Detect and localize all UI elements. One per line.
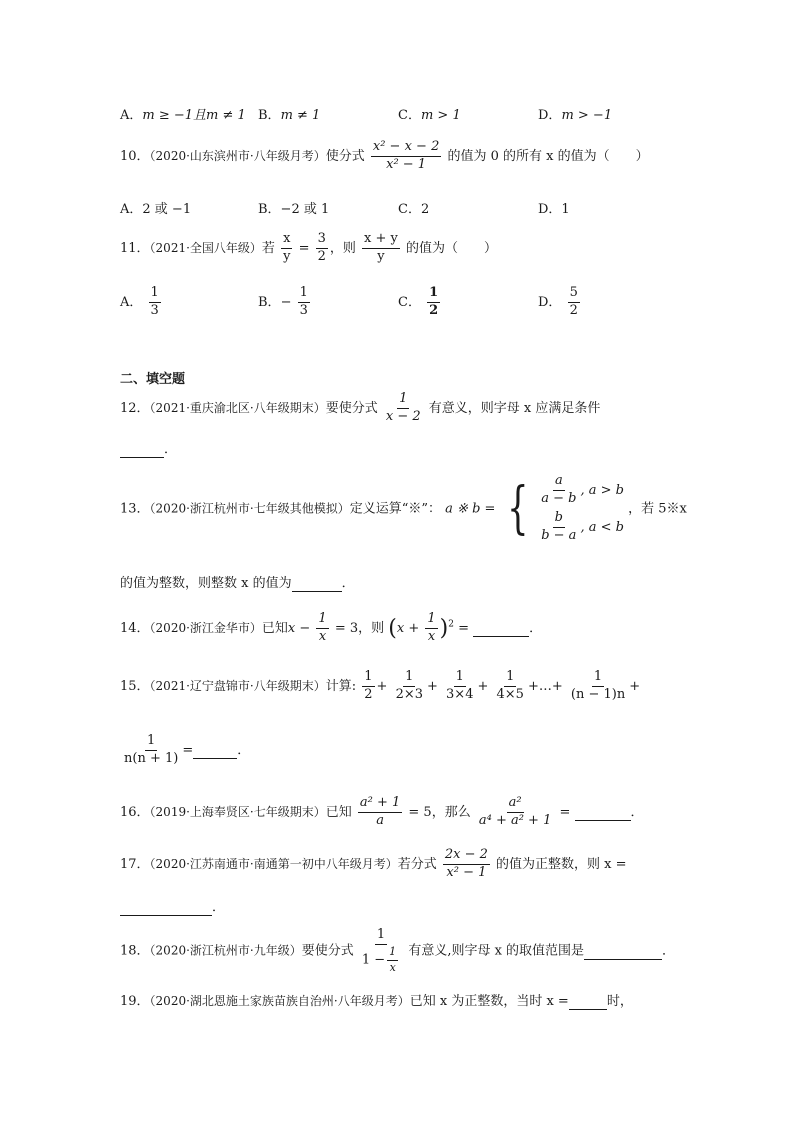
q10-option-d[interactable]: D．1 <box>538 202 570 217</box>
case-2 <box>537 511 624 544</box>
fraction <box>495 670 526 703</box>
question-12-answer-line <box>120 438 684 458</box>
question-source: （2020·山东滨州市·八年级月考） <box>149 148 326 163</box>
option-label: D． <box>538 108 562 123</box>
question-source: （2020·浙江金华市） <box>149 620 262 635</box>
question-text: ． <box>212 900 226 915</box>
question-text: 计算: <box>325 678 357 694</box>
fraction-numerator: a² + 1 <box>358 796 402 813</box>
question-16 <box>120 796 684 829</box>
fraction-numerator: 1 <box>592 670 604 687</box>
question-number: 16． <box>120 804 150 820</box>
q11-option-a[interactable] <box>120 286 163 319</box>
option-text: m ≠ 1 <box>280 108 321 123</box>
fraction-denominator: a <box>376 812 384 828</box>
question-text: = 3，则 <box>334 620 385 636</box>
question-19 <box>120 990 684 1010</box>
answer-blank[interactable] <box>292 576 342 592</box>
fraction <box>371 140 441 173</box>
option-text: m ≥ −1且m ≠ 1 <box>142 108 246 123</box>
fraction-numerator: 1 <box>397 392 409 409</box>
piecewise-definition <box>500 474 624 544</box>
fraction <box>568 286 580 319</box>
fraction-denominator: x² − 1 <box>446 864 487 880</box>
option-text: m > 1 <box>420 108 461 123</box>
fraction <box>298 286 310 319</box>
fraction <box>569 670 627 703</box>
question-text: ，若 5※x <box>628 501 687 517</box>
fraction <box>149 286 161 319</box>
question-source: （2020·湖北恩施土家族苗族自治州·八年级月考） <box>149 994 410 1008</box>
question-text: ． <box>237 742 251 758</box>
math-expression: x − <box>287 620 311 636</box>
option-label: B． <box>258 108 281 123</box>
fraction <box>539 474 578 507</box>
math-expression: x + <box>396 620 420 636</box>
answer-blank[interactable] <box>120 442 164 458</box>
question-number: 17． <box>120 856 150 872</box>
question-number: 11． <box>120 240 150 256</box>
fraction-denominator: 2×3 <box>395 686 423 702</box>
q9-option-c[interactable] <box>398 104 461 123</box>
fraction-numerator: a² <box>507 796 524 813</box>
fraction-denominator: n(n + 1) <box>124 750 179 766</box>
question-text: 的值为 0 的所有 x 的值为（ ） <box>447 148 649 164</box>
question-text: 的值为正整数，则 x = <box>496 856 627 872</box>
fraction-denominator: 3 <box>299 302 308 318</box>
fraction-numerator: 1 <box>145 734 157 751</box>
fraction-numerator: 2x − 2 <box>443 848 490 865</box>
fraction-numerator: x <box>281 232 292 249</box>
question-number: 15． <box>120 678 150 694</box>
question-number: 14． <box>120 620 150 636</box>
fraction-denominator: (n − 1)n <box>570 686 626 702</box>
question-13 <box>120 473 687 544</box>
question-text: = 5，那么 <box>408 804 471 820</box>
question-text: 已知 <box>261 620 288 636</box>
question-source: （2021·重庆渝北区·八年级期末） <box>149 400 326 415</box>
question-15-line-2: $\frac{1}{n(n + 1)}$ = ． <box>124 733 251 766</box>
question-source: （2020·浙江杭州市·七年级其他模拟） <box>149 501 350 516</box>
math-expression: 1 − <box>361 952 386 968</box>
question-text: 的值为（ ） <box>406 240 498 256</box>
question-number: 18． <box>120 943 150 959</box>
question-text: 若分式 <box>397 856 437 872</box>
question-13-line-2 <box>120 572 684 592</box>
math-expression: a ※ b = <box>445 501 496 517</box>
question-source: （2019·上海奉贤区·七年级期末） <box>149 804 326 819</box>
answer-blank[interactable] <box>193 743 237 759</box>
question-source: （2021·全国八年级） <box>149 240 262 255</box>
compound-fraction <box>360 928 402 974</box>
fraction <box>316 612 328 645</box>
fraction-denominator: x <box>389 960 396 974</box>
piecewise-cases <box>537 474 624 544</box>
q11-option-c[interactable] <box>398 286 442 319</box>
fraction-denominator: a − b <box>541 490 577 506</box>
q10-option-c[interactable]: C．2 <box>398 202 430 217</box>
fraction <box>358 796 402 829</box>
fraction-numerator: 1 <box>427 286 440 303</box>
equals-sign: = <box>458 620 470 636</box>
fraction-denominator: a⁴ + a² + 1 <box>478 812 552 828</box>
fraction-denominator: b − a <box>541 527 577 543</box>
fraction-numerator: x² − x − 2 <box>371 140 441 157</box>
answer-blank[interactable] <box>584 944 662 960</box>
q11-option-b[interactable] <box>258 286 312 319</box>
exponent: 2 <box>448 619 454 630</box>
question-source: （2021·辽宁盘锦市·八年级期末） <box>149 678 326 693</box>
fraction-numerator: 1 <box>362 670 374 687</box>
fraction <box>425 612 437 645</box>
fraction <box>384 392 423 425</box>
question-17 <box>120 848 684 881</box>
equals-sign: = <box>559 804 571 820</box>
question-text: 定义运算“※”： <box>349 501 442 517</box>
answer-blank[interactable] <box>569 994 607 1010</box>
q9-option-d[interactable] <box>538 104 612 123</box>
question-text: 有意义，则字母 x 应满足条件 <box>428 400 601 416</box>
q10-option-b[interactable]: B．−2 或 1 <box>258 202 330 217</box>
fraction-denominator: y <box>377 248 385 264</box>
fraction-denominator: x − 2 <box>385 408 421 424</box>
fraction-numerator: b <box>553 511 565 528</box>
question-text: 的值为整数，则整数 x 的值为 <box>120 576 292 591</box>
fraction-denominator: 4×5 <box>496 686 524 702</box>
fraction-denominator: x² − 1 <box>386 156 427 172</box>
fraction-numerator: 1 <box>387 946 398 961</box>
equals-sign: = <box>298 240 310 256</box>
case-condition: , a < b <box>580 519 624 535</box>
fraction-numerator: 1 <box>375 928 387 945</box>
fraction-numerator: 1 <box>149 286 161 303</box>
question-10 <box>120 140 684 173</box>
fraction <box>362 670 374 703</box>
fraction-numerator: a <box>553 474 565 491</box>
fraction-denominator: 2 <box>364 686 373 702</box>
question-text: 要使分式 <box>325 400 378 416</box>
question-number: 10． <box>120 148 150 164</box>
fraction-numerator: 1 <box>298 286 310 303</box>
question-text: ． <box>164 442 178 457</box>
fraction <box>444 670 475 703</box>
q9-option-a[interactable] <box>120 104 246 123</box>
question-text: ． <box>529 620 543 636</box>
question-number: 19． <box>120 994 150 1009</box>
minus-sign: − <box>280 294 292 310</box>
question-text: 有意义,则字母 x 的取值范围是 <box>408 943 585 959</box>
question-14 <box>120 612 684 645</box>
question-number: 12． <box>120 400 150 416</box>
fraction-denominator: x <box>427 628 436 644</box>
question-18 <box>120 928 684 974</box>
question-11 <box>120 232 684 265</box>
option-text: m > −1 <box>561 108 613 123</box>
question-text: 使分式 <box>325 148 365 164</box>
q10-option-a[interactable]: A．2 或 −1 <box>120 202 192 217</box>
right-paren-icon: ) <box>439 615 449 641</box>
fraction-numerator: 1 <box>316 612 328 629</box>
section-title: 二、填空题 <box>120 372 186 387</box>
fraction-numerator: 5 <box>568 286 580 303</box>
fraction-numerator: x + y <box>362 232 400 249</box>
question-text: ． <box>662 943 676 959</box>
ellipsis: +…+ <box>527 678 563 694</box>
case-1 <box>537 474 624 507</box>
fraction <box>477 796 554 829</box>
question-number: 13． <box>120 501 150 517</box>
question-15: 15．（2021·辽宁盘锦市·八年级期末）计算: $\frac{1}{2}$ + $\frac{1}{2\times 3}$ + $\frac{1}{3\times 4}$ + $\frac{1}{4\times 5}$ +…+ $\frac{1}{(n - 1)n}$ + <box>120 669 641 702</box>
fraction <box>443 848 490 881</box>
fraction-denominator: 2 <box>317 248 326 264</box>
left-paren-icon: ( <box>388 615 397 641</box>
fraction-denominator: y <box>283 248 291 264</box>
option-label: C． <box>398 294 421 310</box>
question-text: ． <box>630 804 644 820</box>
fraction <box>281 232 292 265</box>
option-label: B． <box>258 294 281 310</box>
fraction <box>539 511 578 544</box>
fraction <box>362 232 400 265</box>
option-label: C． <box>398 108 421 123</box>
option-label: D． <box>538 294 562 310</box>
fraction-numerator: 1 <box>425 612 437 629</box>
fraction-denominator: 2 <box>569 302 578 318</box>
option-label: A． <box>120 294 143 310</box>
fraction-denominator: 3×4 <box>446 686 474 702</box>
question-text: 已知 <box>325 804 352 820</box>
question-source: （2020·浙江杭州市·九年级） <box>149 943 302 958</box>
fraction-denominator <box>360 945 402 974</box>
question-text: 已知 x 为正整数，当时 x = <box>409 994 569 1009</box>
fraction-numerator: 1 <box>403 670 415 687</box>
fraction-denominator: 2 <box>429 302 439 318</box>
answer-blank[interactable] <box>575 805 631 821</box>
q9-option-b[interactable] <box>258 104 320 123</box>
question-17-answer-line <box>120 896 684 916</box>
fraction-denominator: 3 <box>150 302 159 318</box>
q11-option-d[interactable] <box>538 286 582 319</box>
fraction <box>387 946 398 974</box>
fraction <box>316 232 328 265</box>
fraction-numerator: 3 <box>316 232 328 249</box>
answer-blank[interactable] <box>120 900 212 916</box>
question-text: 要使分式 <box>301 943 354 959</box>
answer-blank[interactable] <box>473 621 529 637</box>
fraction <box>394 670 425 703</box>
question-text: 时， <box>606 994 633 1009</box>
case-condition: , a > b <box>580 482 624 498</box>
fraction <box>427 286 440 319</box>
fraction-numerator: 1 <box>454 670 466 687</box>
fraction-numerator: 1 <box>504 670 516 687</box>
question-text: ． <box>341 576 355 591</box>
question-source: （2020·江苏南通市·南通第一初中八年级月考） <box>149 856 398 871</box>
fraction <box>122 734 180 767</box>
question-12 <box>120 392 684 425</box>
question-text: ，则 <box>329 240 356 256</box>
option-label: A． <box>120 108 143 123</box>
left-brace-icon: { <box>506 475 529 541</box>
question-text: 若 <box>261 240 275 256</box>
fraction-denominator: x <box>318 628 327 644</box>
